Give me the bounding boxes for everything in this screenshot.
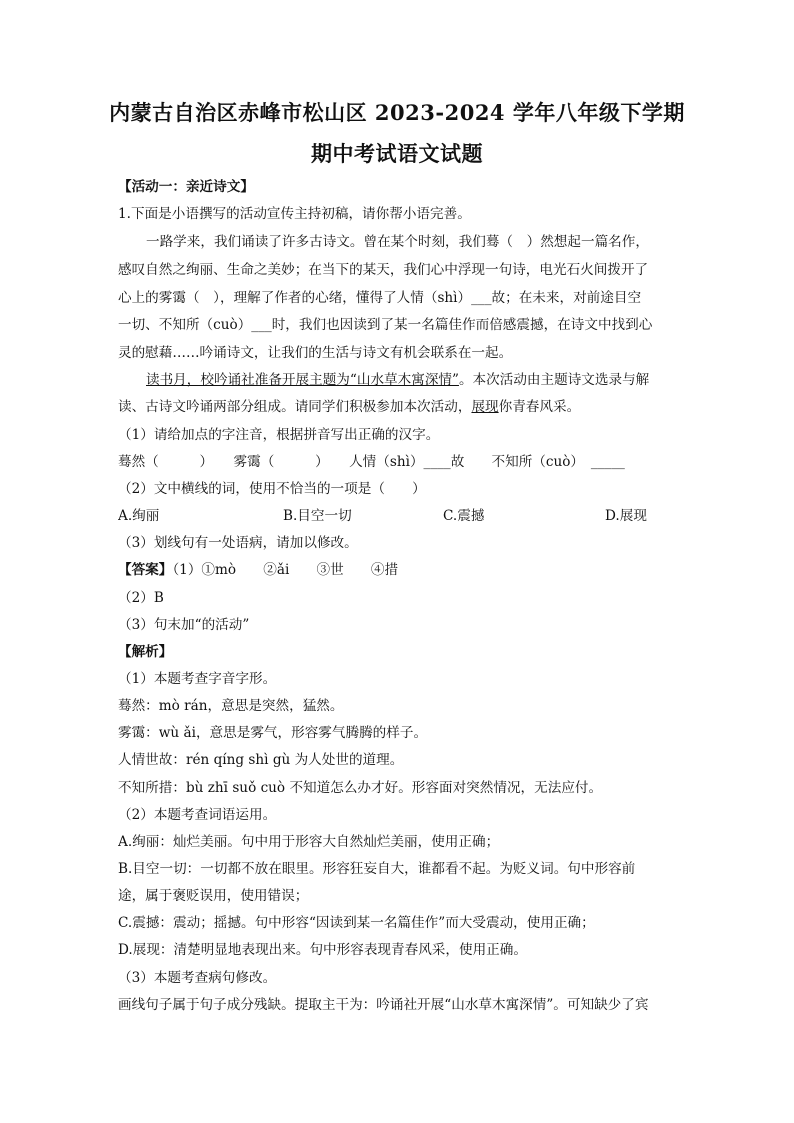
activity-line [146,371,680,389]
option-d: D.展现 [605,508,647,524]
analysis-line: 雾霭：wù ǎi，意思是雾气，形容雾气腾腾的样子。 [118,725,428,741]
analysis-line: 人情世故：rén qíng shì gù 为人处世的道理。 [118,752,404,768]
answer-2: （2）B [118,590,164,606]
passage-line: 一路学来，我们诵读了许多古诗文。曾在某个时刻，我们蓦（ ）然想起一篇名作， [146,234,649,250]
passage-line: 心上的雾霭（ ），理解了作者的心绪，懂得了人情（shì）___故；在未来，对前途目空 [118,290,642,306]
analysis-label: 【解析】 [118,644,173,660]
analysis-line: A.绚丽：灿烂美丽。句中用于形容大自然灿烂美丽，使用正确； [118,834,500,850]
question-prompt: 1.下面是小语撰写的活动宣传主持初稿，请你帮小语完善。 [118,206,471,222]
underlined-sentence: 读书月，校吟诵社准备开展主题为“山水草木寓深情” [146,372,459,388]
analysis-line: （3）本题考查病句修改。 [118,970,277,986]
analysis-line: 不知所措：bù zhī suǒ cuò 不知道怎么办才好。形容面对突然情况，无法应付。 [118,780,603,796]
options-row [118,507,680,525]
passage-line: 一切、不知所（cuò）___时，我们也因读到了某一名篇佳作而倍感震撼，在诗文中找到心 [118,317,653,333]
option-b: B.目空一切 [283,508,352,524]
analysis-line: 蓦然：mò rán，意思是突然，猛然。 [118,698,344,714]
analysis-line: （1）本题考查字音字形。 [118,671,277,687]
answer-3: （3）句末加“的活动” [118,617,250,633]
section-header: 【活动一：亲近诗文】 [118,179,254,195]
sub-question-3: （3）划线句有一处语病，请加以修改。 [118,535,358,551]
sub-question-2: （2）文中横线的词，使用不恰当的一项是（ ） [118,481,426,497]
activity-text: 。本次活动由主题诗文选录与解 [458,372,650,388]
passage-line: 感叹自然之绚丽、生命之美妙；在当下的某天，我们心中浮现一句诗，电光石火间拨开了 [118,262,649,278]
analysis-line: 途，属于褒贬误用，使用错误； [118,888,309,904]
analysis-line: D.展现：清楚明显地表现出来。句中形容表现青春风采，使用正确。 [118,942,527,958]
answer-1: （1）①mò ②ǎi ③世 ④措 [172,562,399,578]
analysis-line: B.目空一切：一切都不放在眼里。形容狂妄自大，谁都看不起。为贬义词。句中形容前 [118,861,636,877]
sub-question-1: （1）请给加点的字注音，根据拼音写出正确的汉字。 [118,427,440,443]
document-title-line2: 期中考试语文试题 [311,141,483,166]
option-a: A.绚丽 [118,508,160,524]
analysis-line: 画线句子属于句子成分残缺。提取主干为：吟诵社开展“山水草木寓深情”。可知缺少了宾 [118,997,649,1013]
activity-text: 读、古诗文吟诵两部分组成。请同学们积极参加本次活动， [118,399,472,415]
analysis-line: C.震撼：震动；摇撼。句中形容“因读到某一名篇佳作”而大受震动，使用正确； [118,915,595,931]
activity-text: 你青春风采。 [498,399,581,415]
option-c: C.震撼 [443,508,485,524]
fill-in-line: 蓦然（ ） 雾霭（ ） 人情（shì）____故 不知所（cuò） _____ [118,454,625,470]
underlined-word: 展现 [471,399,499,415]
analysis-line: （2）本题考查词语运用。 [118,807,277,823]
answer-line [118,561,680,579]
activity-line [118,398,680,416]
answer-label: 【答案】 [118,562,173,578]
passage-line: 灵的慰藉……吟诵诗文，让我们的生活与诗文有机会联系在一起。 [118,345,513,361]
document-title-line1: 内蒙古自治区赤峰市松山区 2023-2024 学年八年级下学期 [109,100,685,125]
